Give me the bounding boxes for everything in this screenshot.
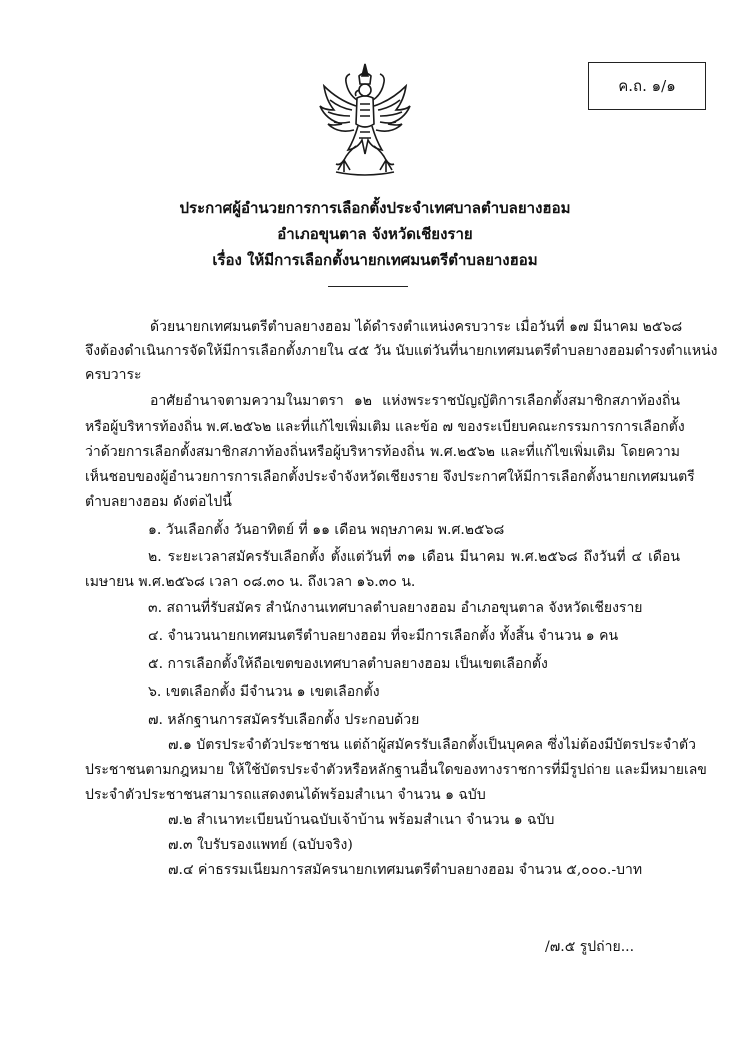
item-7-1-line-1: ๗.๑ บัตรประจำตัวประชาชน แต่ถ้าผู้สมัครรับเลือกตั้งเป็นบุคคล ซึ่งไม่ต้องมีบัตรประจำตัว <box>168 737 696 753</box>
item-7-1-line-3: ประจำตัวประชาชนสามารถแสดงตนได้พร้อมสำเนา จำนวน ๑ ฉบับ <box>85 787 486 803</box>
para2-line-3: ว่าด้วยการเลือกตั้งสมาชิกสภาท้องถิ่นหรือผู้บริหารท้องถิ่น พ.ศ.๒๕๖๒ และที่แก้ไขเพิ่มเติม โดยความ <box>85 444 680 460</box>
para1-line-1: ด้วยนายกเทศมนตรีตำบลยางฮอม ได้ดำรงตำแหน่งครบวาระ เมื่อวันที่ ๑๗ มีนาคม ๒๕๖๘ <box>150 319 683 335</box>
item-3: ๓. สถานที่รับสมัคร สำนักงานเทศบาลตำบลยางฮอม อำเภอขุนตาล จังหวัดเชียงราย <box>148 600 643 616</box>
title-line-3: เรื่อง ให้มีการเลือกตั้งนายกเทศมนตรีตำบลยางฮอม <box>212 251 538 269</box>
para2-line-2: หรือผู้บริหารท้องถิ่น พ.ศ.๒๕๖๒ และที่แก้ไขเพิ่มเติม และข้อ ๗ ของระเบียบคณะกรรมการการเลือกตั้ง <box>85 419 685 435</box>
para1-line-3: ครบวาระ <box>85 367 142 383</box>
title-line-1: ประกาศผู้อำนวยการการเลือกตั้งประจำเทศบาลตำบลยางฮอม <box>179 199 571 217</box>
item-7-1-line-2: ประชาชนตามกฎหมาย ให้ใช้บัตรประจำตัวหรือหลักฐานอื่นใดของทางราชการที่มีรูปถ่าย และมีหมายเลข <box>85 762 707 778</box>
item-5: ๕. การเลือกตั้งให้ถือเขตของเทศบาลตำบลยางฮอม เป็นเขตเลือกตั้ง <box>148 656 548 672</box>
para2-line-5: ตำบลยางฮอม ดังต่อไปนี้ <box>85 494 232 510</box>
item-1: ๑. วันเลือกตั้ง วันอาทิตย์ ที่ ๑๑ เดือน พฤษภาคม พ.ศ.๒๕๖๘ <box>148 522 505 538</box>
garuda-emblem-icon <box>318 60 412 178</box>
para2-line-4: เห็นชอบของผู้อำนวยการการเลือกตั้งประจำจังหวัดเชียงราย จึงประกาศให้มีการเลือกตั้งนายกเทศมนตรี <box>85 469 695 485</box>
item-7-3: ๗.๓ ใบรับรองแพทย์ (ฉบับจริง) <box>168 837 353 853</box>
para2-line-1: อาศัยอำนาจตามความในมาตรา ๑๒ แห่งพระราชบัญญัติการเลือกตั้งสมาชิกสภาท้องถิ่น <box>150 393 680 409</box>
form-code-box <box>588 62 706 110</box>
form-code: ค.ถ. ๑/๑ <box>618 77 676 95</box>
continued-marker: /๗.๕ รูปถ่าย... <box>545 939 635 955</box>
title-line-2: อำเภอขุนตาล จังหวัดเชียงราย <box>277 225 473 243</box>
item-2-line-1: ๒. ระยะเวลาสมัครรับเลือกตั้ง ตั้งแต่วันที่ ๓๑ เดือน มีนาคม พ.ศ.๒๕๖๘ ถึงวันที่ ๔ เดือน <box>148 549 680 565</box>
title-divider <box>328 286 408 287</box>
item-2-line-2: เมษายน พ.ศ.๒๕๖๘ เวลา ๐๘.๓๐ น. ถึงเวลา ๑๖.๓๐ น. <box>85 574 416 590</box>
item-7-2: ๗.๒ สำเนาทะเบียนบ้านฉบับเจ้าบ้าน พร้อมสำเนา จำนวน ๑ ฉบับ <box>168 812 555 828</box>
item-4: ๔. จำนวนนายกเทศมนตรีตำบลยางฮอม ที่จะมีการเลือกตั้ง ทั้งสิ้น จำนวน ๑ คน <box>148 628 619 644</box>
item-7: ๗. หลักฐานการสมัครรับเลือกตั้ง ประกอบด้วย <box>148 712 420 728</box>
item-6: ๖. เขตเลือกตั้ง มีจำนวน ๑ เขตเลือกตั้ง <box>148 684 380 700</box>
para1-line-2: จึงต้องดำเนินการจัดให้มีการเลือกตั้งภายใน ๔๕ วัน นับแต่วันที่นายกเทศมนตรีตำบลยางฮอมดำรงตำแหน่ง <box>85 343 718 359</box>
item-7-4: ๗.๔ ค่าธรรมเนียมการสมัครนายกเทศมนตรีตำบลยางฮอม จำนวน ๕,๐๐๐.-บาท <box>168 862 643 878</box>
